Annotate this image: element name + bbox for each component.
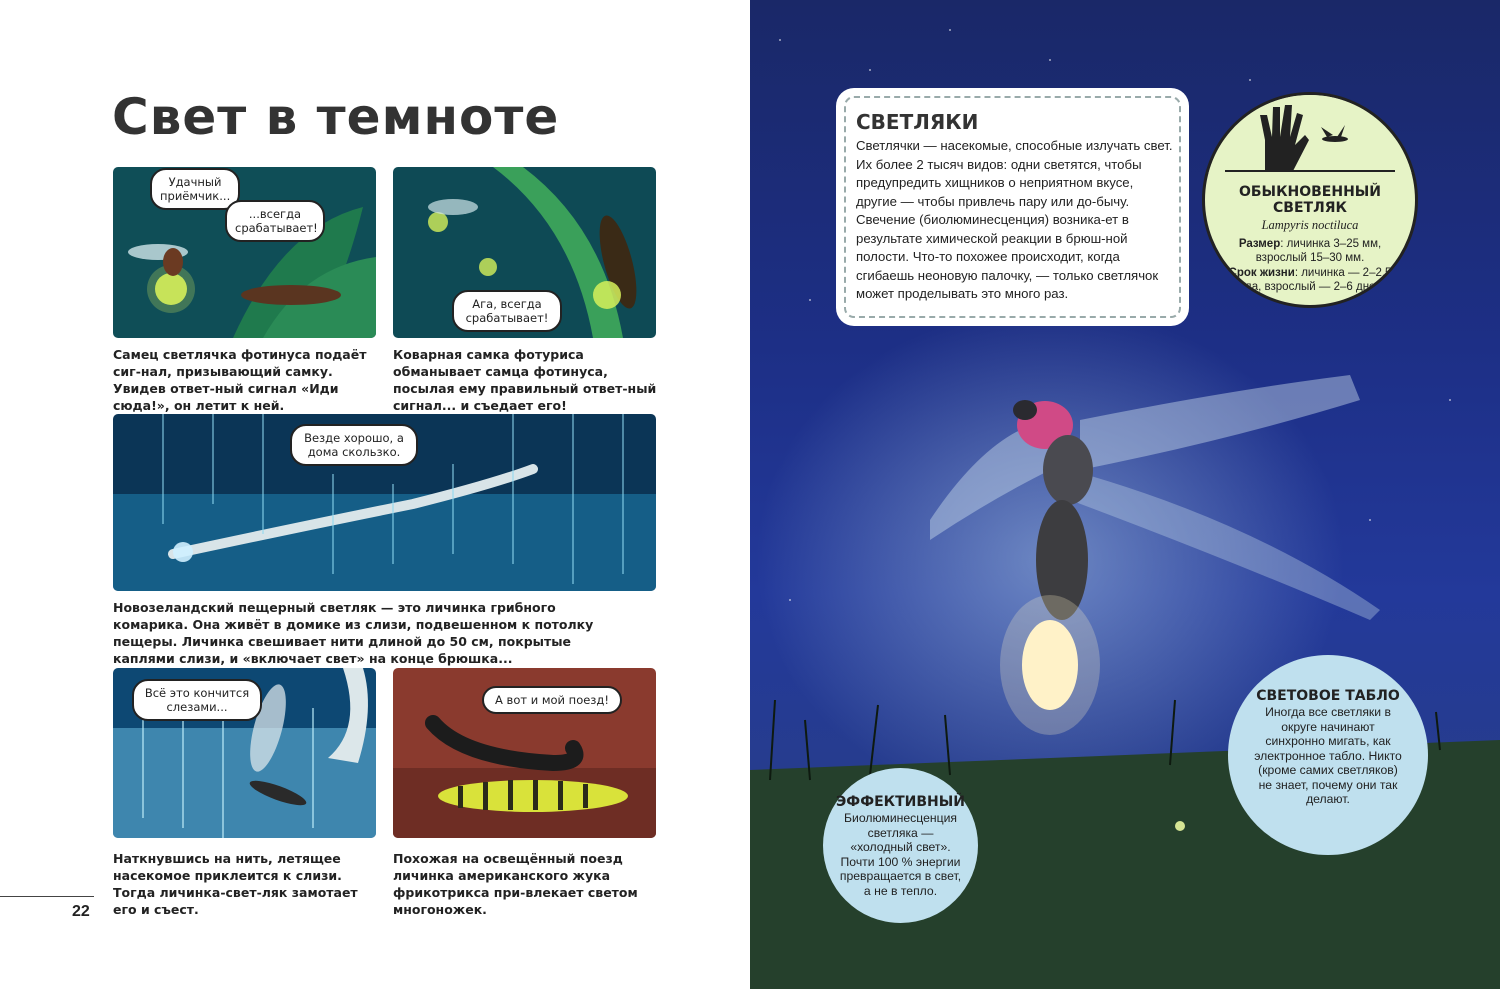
- scoreboard-circle: [1228, 655, 1428, 855]
- scoreboard-heading: СВЕТОВОЕ ТАБЛО: [1256, 688, 1400, 704]
- panel-caption: Наткнувшись на нить, летящее насекомое приклеится к слизи. Тогда личинка-свет-ляк замотает его и съест.: [113, 851, 358, 917]
- species-life: [1217, 266, 1403, 294]
- speech-bubble: ...всегда срабатывает!: [225, 200, 325, 242]
- life-label: Срок жизни: [1228, 267, 1295, 279]
- size-text: : личинка 3–25 мм, взрослый 15–30 мм.: [1255, 238, 1382, 264]
- panel-caption: Новозеландский пещерный светляк — это личинка грибного комарика. Она живёт в домике из слизи, подвешенном к потолку пещеры. Личинка свешивает нити длиной до 50 см, покрытые каплями слизи, и «включает свет» на конце брюшка...: [113, 600, 594, 666]
- efficient-circle: [823, 768, 978, 923]
- panel-caption: Коварная самка фотуриса обманывает самца фотинуса, посылая ему правильный ответ-ный сигнал... и съедает его!: [393, 347, 657, 413]
- life-text: : личинка — 2–2,5 года, взрослый — 2–6 дней.: [1234, 267, 1392, 293]
- right-page: [750, 0, 1500, 989]
- species-circle: [1202, 92, 1418, 308]
- panel-caption: Похожая на освещённый поезд личинка американского жука фрикотрикса при-влекает светом многоножек.: [393, 851, 638, 917]
- page-number: 22: [72, 903, 90, 920]
- speech-bubble: Ага, всегда срабатывает!: [452, 290, 562, 332]
- scoreboard-text: Иногда все светляки в округе начинают синхронно мигать, как электронное табло. Никто (кроме самих светляков) не знает, почему они так делают.: [1254, 705, 1402, 806]
- size-label: Размер: [1238, 238, 1281, 250]
- speech-bubble: Везде хорошо, а дома скользко.: [290, 424, 418, 466]
- species-latin: Lampyris noctiluca: [1261, 218, 1359, 232]
- page-number-rule: [0, 896, 94, 897]
- efficient-text: Биолюминесценция светляка — «холодный свет». Почти 100 % энергии превращается в свет, а не в тепло.: [839, 811, 962, 898]
- speech-bubble: Всё это кончится слезами...: [132, 679, 262, 721]
- panel-caption: Самец светлячка фотинуса подаёт сиг-нал, призывающий самку. Увидев ответ-ный сигнал «Иди сюда!», он летит к ней.: [113, 347, 367, 413]
- species-size: [1217, 237, 1403, 265]
- info-heading: СВЕТЛЯКИ: [856, 110, 979, 134]
- efficient-heading: ЭФФЕКТИВНЫЙ: [836, 794, 965, 810]
- speech-bubble: А вот и мой поезд!: [482, 686, 622, 714]
- species-name: ОБЫКНОВЕННЫЙ СВЕТЛЯК: [1238, 184, 1382, 216]
- speech-bubble: Удачный приёмчик...: [150, 168, 240, 210]
- info-text: Светлячки — насекомые, способные излучать свет. Их более 2 тысяч видов: одни светятся, чтобы предупредить хищников о неприятном вкусе, другие — чтобы привлечь пару или до-бычу. Свечение (биолюминесценция) возника-ет в результате химической реакции в брюш-ной полости. Что-то похожее происходит, когда сгибаешь неоновую палочку, — только светлячок может проделывать это много раз.: [856, 138, 1173, 301]
- fireflies-info-box: [840, 92, 1185, 322]
- page-title: Свет в темноте: [112, 88, 560, 146]
